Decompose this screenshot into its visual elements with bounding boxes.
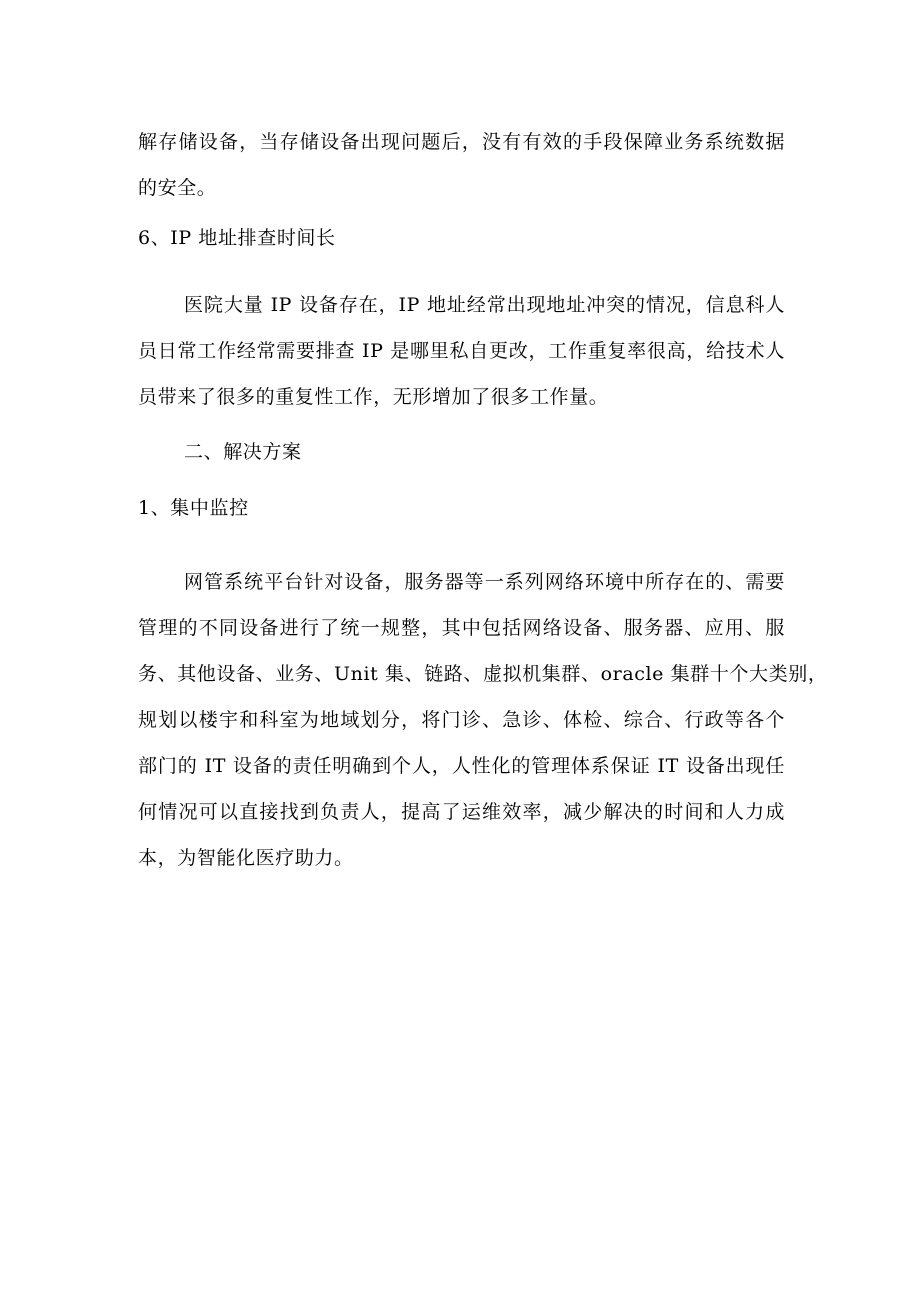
paragraph-line: 本，为智能化医疗助力。 [138, 847, 354, 869]
section-heading-solution: 二、解决方案 [184, 441, 302, 463]
section-heading-ip-troubleshooting: 6、IP 地址排查时间长 [138, 227, 336, 249]
paragraph-line: 部门的 IT 设备的责任明确到个人，人性化的管理体系保证 IT 设备出现任 [138, 755, 785, 777]
paragraph-central-monitoring [138, 559, 828, 881]
paragraph-line: 务、其他设备、业务、Unit 集、链路、虚拟机集群、oracle 集群十个大类别， [138, 663, 828, 685]
paragraph-line: 网管系统平台针对设备，服务器等一系列网络环境中所存在的、需要 [184, 571, 785, 593]
paragraph-line: 何情况可以直接找到负责人，提高了运维效率，减少解决的时间和人力成 [138, 801, 785, 823]
paragraph-line: 员带来了很多的重复性工作，无形增加了很多工作量。 [138, 386, 609, 408]
paragraph-ip-conflict [138, 282, 785, 420]
section-heading-central-monitoring: 1、集中监控 [138, 497, 249, 519]
paragraph-line: 规划以楼宇和科室为地域划分，将门诊、急诊、体检、综合、行政等各个 [138, 709, 785, 731]
paragraph-line: 解存储设备，当存储设备出现问题后，没有有效的手段保障业务系统数据 [138, 131, 785, 153]
paragraph-line: 管理的不同设备进行了统一规整，其中包括网络设备、服务器、应用、服 [138, 617, 785, 639]
paragraph-line: 医院大量 IP 设备存在，IP 地址经常出现地址冲突的情况，信息科人 [184, 294, 785, 316]
paragraph-line: 员日常工作经常需要排查 IP 是哪里私自更改，工作重复率很高，给技术人 [138, 340, 785, 362]
paragraph-line: 的安全。 [138, 177, 217, 199]
paragraph-storage-continued [138, 119, 785, 211]
